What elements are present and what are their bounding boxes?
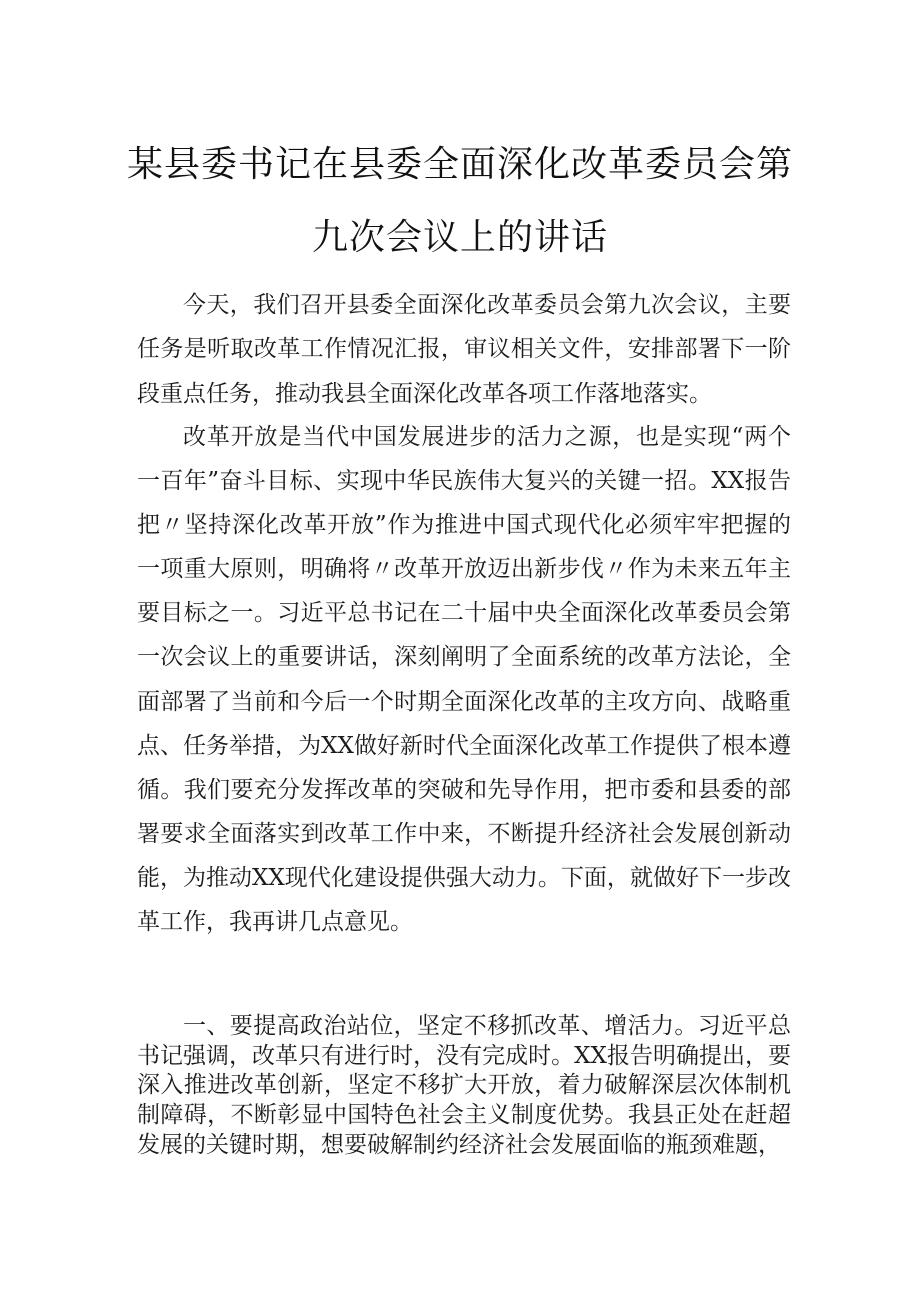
paragraph-opening: 今天，我们召开县委全面深化改革委员会第九次会议，主要任务是听取改革工作情况汇报，审议相关文件，安排部署下一阶段重点任务，推动我县全面深化改革各项工作落地落实。 xyxy=(137,292,791,407)
paragraph-point-one: 一、要提高政治站位，坚定不移抓改革、增活力。习近平总书记强调，改革只有进行时，没有完成时。XX报告明确提出，要深入推进改革创新，坚定不移扩大开放，着力破解深层次体制机制障碍，不断彰显中国特色社会主义制度优势。我县正处在赶超发展的关键时期，想要破解制约经济社会发展面临的瓶颈难题， xyxy=(137,1013,791,1158)
document-title-line-1: 某县委书记在县委全面深化改革委员会第 xyxy=(126,144,793,185)
paragraph-reform-significance: 改革开放是当代中国发展进步的活力之源，也是实现“两个一百年”奋斗目标、实现中华民族伟大复兴的关键一招。XX报告把〃坚持深化改革开放”作为推进中国式现代化必须牢牢把握的一项重大原则，明确将〃改革开放迈出新步伐〃作为未来五年主要目标之一。习近平总书记在二十届中央全面深化改革委员会第一次会议上的重要讲话，深刻阐明了全面系统的改革方法论，全面部署了当前和今后一个时期全面深化改革的主攻方向、战略重点、任务举措，为XX做好新时代全面深化改革工作提供了根本遵循。我们要充分发挥改革的突破和先导作用，把市委和县委的部署要求全面落实到改革工作中来，不断提升经济社会发展创新动能，为推动XX现代化建设提供强大动力。下面，就做好下一步改革工作，我再讲几点意见。 xyxy=(137,424,791,936)
document-title-line-2: 九次会议上的讲话 xyxy=(311,217,608,258)
